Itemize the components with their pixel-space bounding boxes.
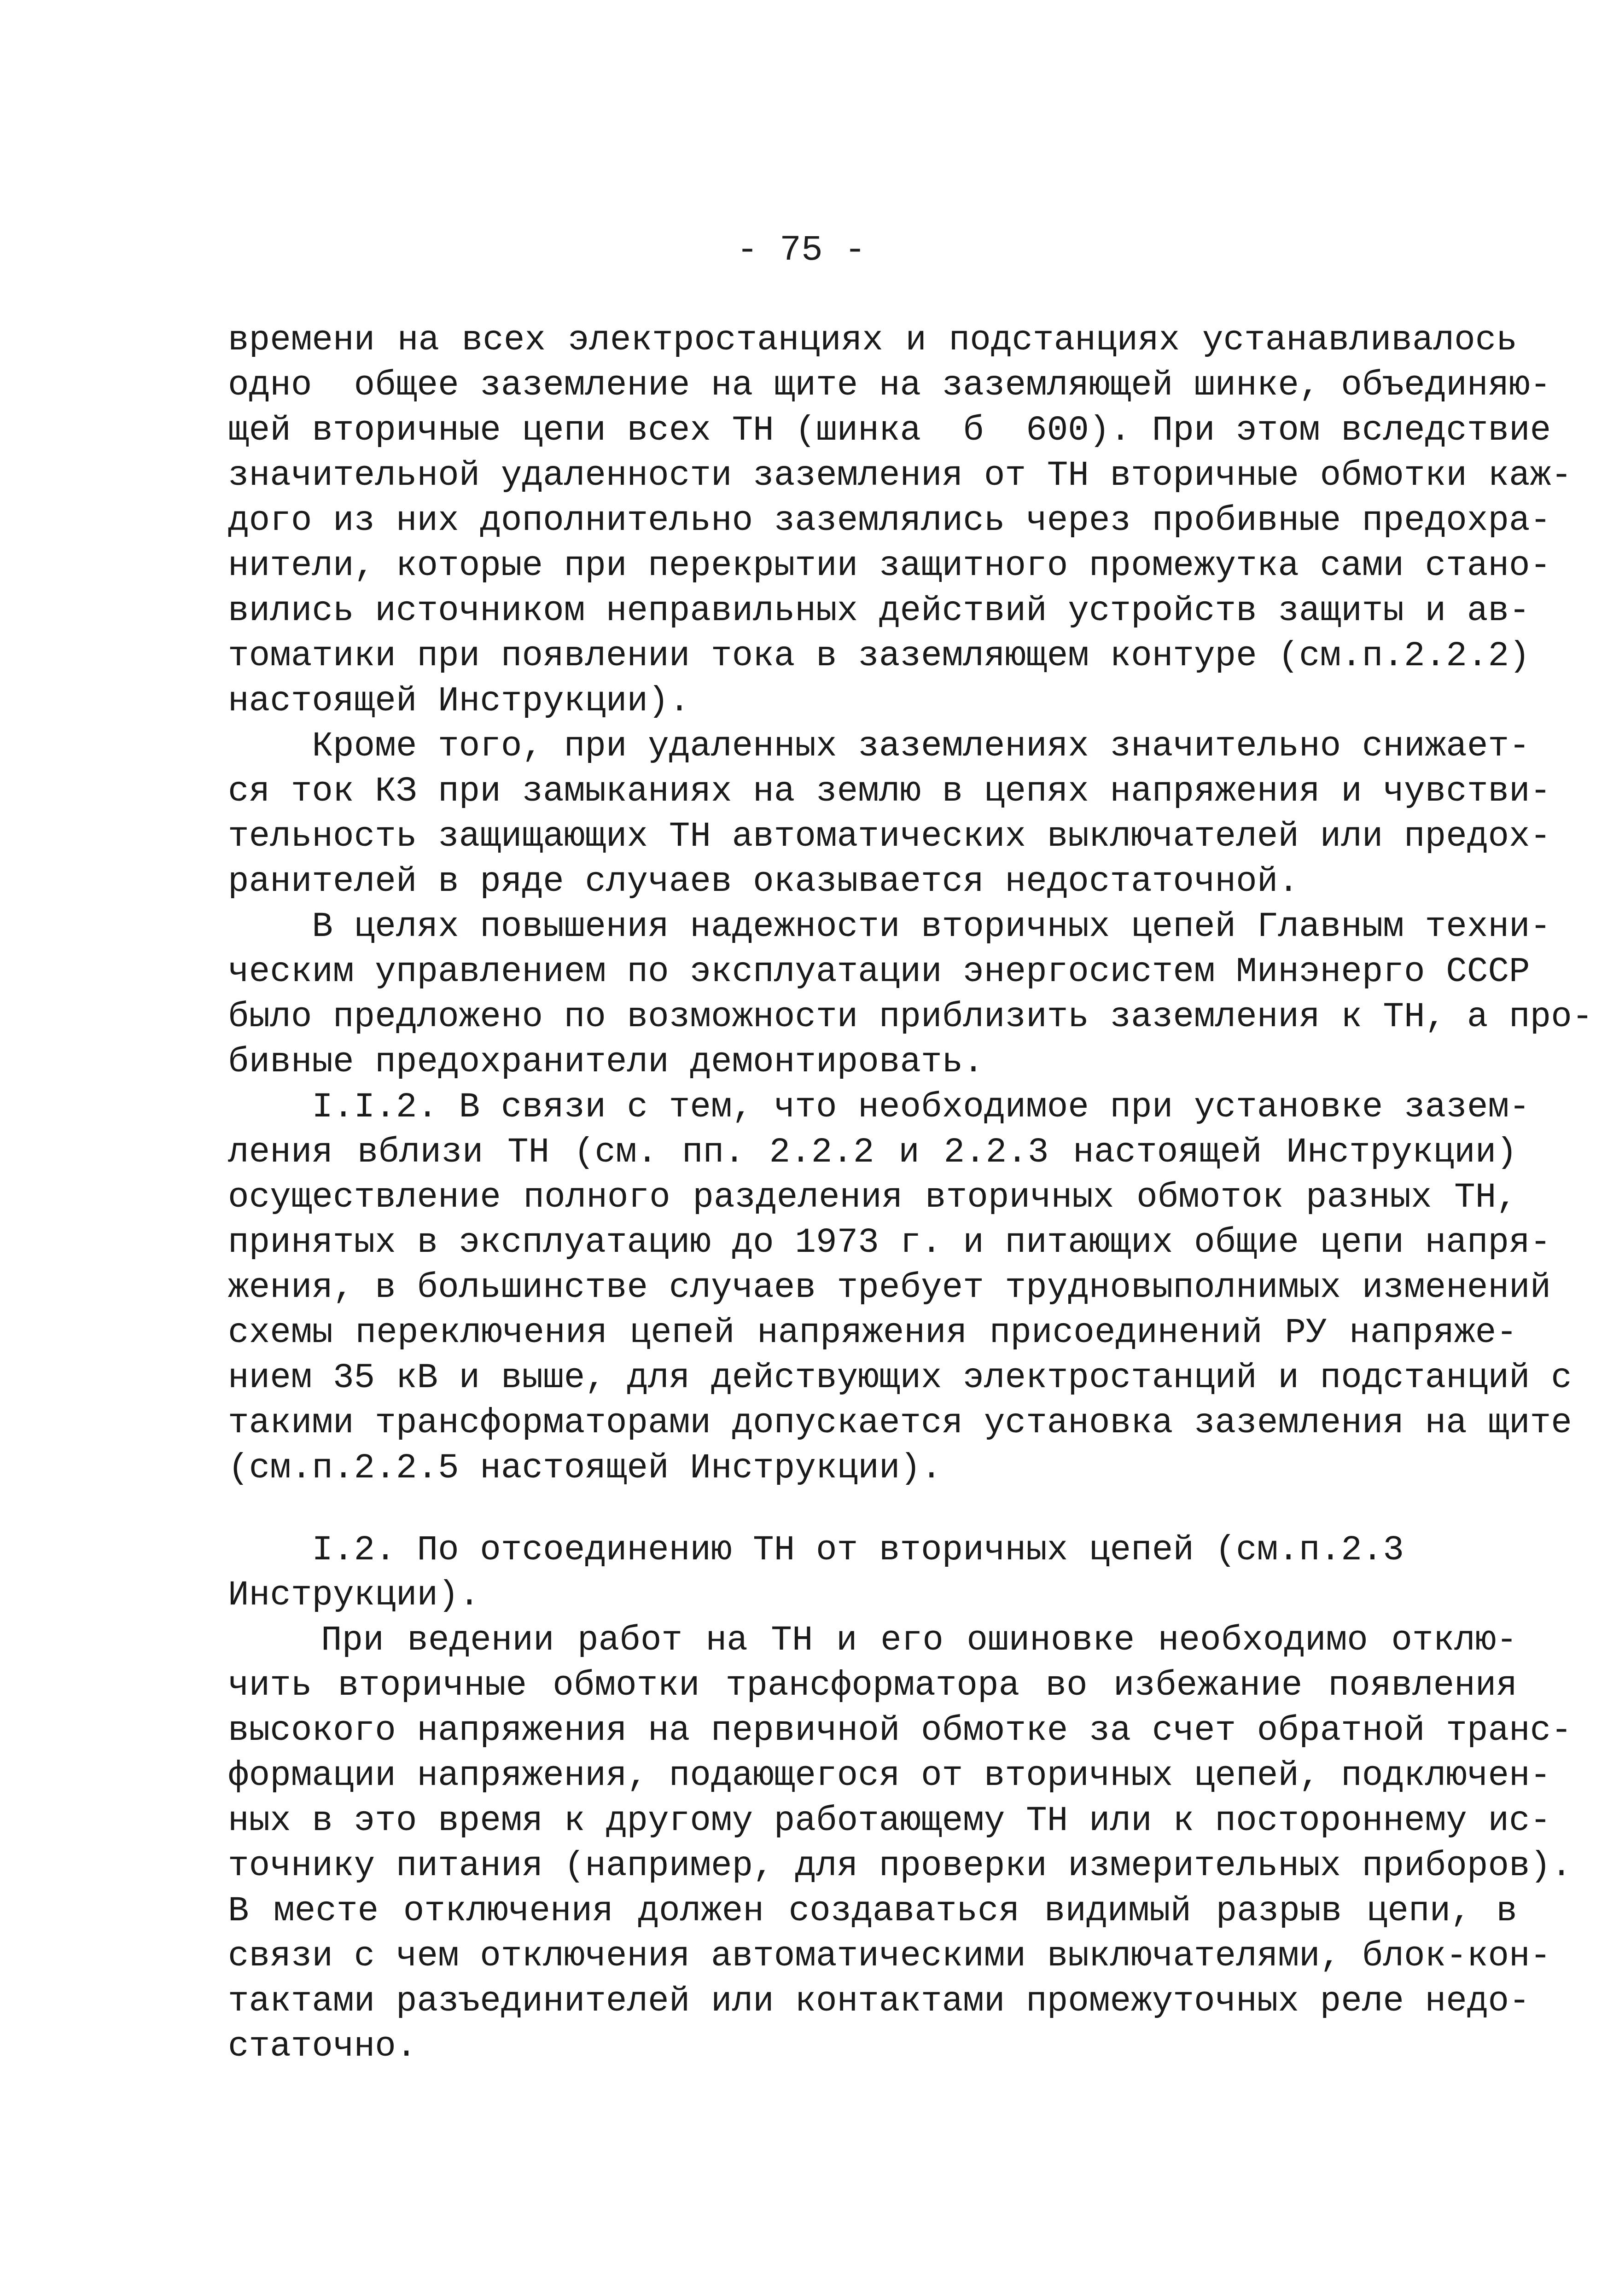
text-line: нители, которые при перекрытии защитного промежутка сами стано- [228,546,1551,586]
text-line: бивные предохранители демонтировать. [228,1042,984,1082]
text-line: было предложено по возможности приблизить заземления к ТН, а про- [228,997,1593,1037]
text-line: тактами разъединителей или контактами промежуточных реле недо- [228,1982,1530,2021]
text-line: При ведении работ на ТН и его ошиновке необходимо отклю- [228,1621,1517,1660]
text-line: щей вторичные цепи всех ТН (шинка б 600). При этом вследствие [228,411,1551,450]
paragraph [228,724,1551,904]
text-line: В целях повышения надежности вторичных цепей Главным техни- [228,907,1551,947]
paragraph [228,1618,1572,2069]
text-line: (см.п.2.2.5 настоящей Инструкции). [228,1448,942,1488]
text-line: точнику питания (например, для проверки измерительных приборов). [228,1846,1572,1886]
text-line: настоящей Инструкции). [228,681,690,721]
text-line: формации напряжения, подающегося от вторичных цепей, подключен- [228,1756,1551,1796]
text-line: такими трансформаторами допускается установка заземления на щите [228,1403,1572,1443]
text-line: жения, в большинстве случаев требует трудновыполнимых изменений [228,1268,1551,1308]
text-line: I.I.2. В связи с тем, что необходимое при установке зазем- [228,1087,1530,1127]
text-line: томатики при появлении тока в заземляющем контуре (см.п.2.2.2) [228,636,1530,676]
text-line: высокого напряжения на первичной обмотке за счет обратной транс- [228,1711,1572,1750]
text-line: чить вторичные обмотки трансформатора во избежание появления [228,1666,1517,1705]
paragraph [228,1085,1572,1491]
text-line: схемы переключения цепей напряжения присоединений РУ напряже- [228,1313,1517,1353]
paragraph [228,318,1572,724]
text-line: связи с чем отключения автоматическими выключателями, блок-кон- [228,1936,1551,1976]
text-line: времени на всех электростанциях и подстанциях устанавливалось [228,320,1517,360]
paragraph [228,1528,1517,1618]
text-line: дого из них дополнительно заземлялись через пробивные предохра- [228,501,1551,541]
text-line: значительной удаленности заземления от ТН вторичные обмотки каж- [228,456,1572,495]
text-line: тельность защищающих ТН автоматических выключателей или предох- [228,817,1551,856]
text-line: I.2. По отсоединению ТН от вторичных цепей (см.п.2.3 [228,1530,1404,1570]
text-line: ранителей в ряде случаев оказывается недостаточной. [228,862,1299,901]
text-line: осуществление полного разделения вторичных обмоток разных ТН, [228,1178,1517,1217]
text-line: ления вблизи ТН (см. пп. 2.2.2 и 2.2.3 настоящей Инструкции) [228,1133,1517,1172]
text-line: принятых в эксплуатацию до 1973 г. и питающих общие цепи напря- [228,1223,1551,1262]
paragraph-gap [228,1491,1517,1528]
page-number: - 75 - [736,230,866,271]
text-line: Кроме того, при удаленных заземлениях значительно снижает- [228,727,1530,766]
text-line: ческим управлением по эксплуатации энергосистем Минэнерго СССР [228,952,1530,992]
text-line: ся ток КЗ при замыканиях на землю в цепях напряжения и чувстви- [228,772,1551,811]
paragraph [228,904,1593,1085]
text-line: ных в это время к другому работающему ТН или к постороннему ис- [228,1801,1551,1841]
text-line: вились источником неправильных действий устройств защиты и ав- [228,591,1530,631]
text-line: В месте отключения должен создаваться видимый разрыв цепи, в [228,1891,1517,1931]
text-line: нием 35 кВ и выше, для действующих электростанций и подстанций с [228,1358,1572,1398]
body-text [228,318,1593,2069]
text-line: одно общее заземление на щите на заземляющей шинке, объединяю- [228,366,1551,405]
text-line: Инструкции). [228,1575,480,1615]
text-line: статочно. [228,2027,417,2066]
